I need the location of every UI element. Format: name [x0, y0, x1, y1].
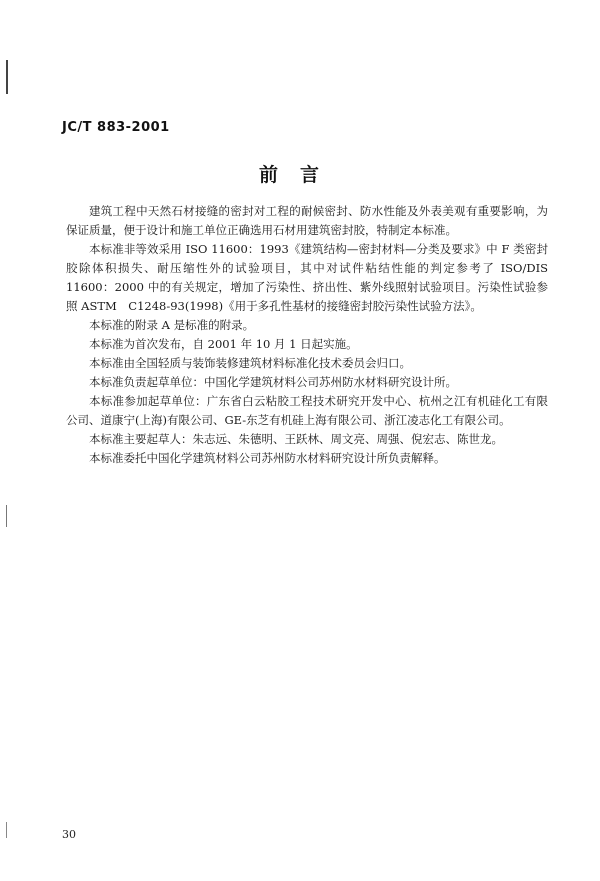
paragraph: 本标准非等效采用 ISO 11600：1993《建筑结构—密封材料—分类及要求》中 F 类密封胶除体积损失、耐压缩性外的试验项目，其中对试件粘结性能的判定参考了 ISO/DIS 11600：2000 中的有关规定，增加了污染性、挤出性、紫外线照射试验项目。污染性试验参照 ASTM C1248-93(1998)《用于多孔性基材的接缝密封胶污染性试验方法》。: [66, 242, 548, 313]
paragraph: 本标准参加起草单位：广东省白云粘胶工程技术研究开发中心、杭州之江有机硅化工有限公司、道康宁(上海)有限公司、GE-东芝有机硅上海有限公司、浙江凌志化工有限公司。: [66, 394, 548, 427]
paragraph: 本标准为首次发布，自 2001 年 10 月 1 日起实施。: [89, 337, 358, 351]
paragraph: 本标准负责起草单位：中国化学建筑材料公司苏州防水材料研究设计所。: [89, 375, 457, 389]
paragraph: 本标准委托中国化学建筑材料公司苏州防水材料研究设计所负责解释。: [89, 451, 446, 465]
scan-edge-mark: [6, 822, 7, 838]
scan-edge-mark: [6, 60, 8, 94]
page-number: 30: [62, 828, 76, 841]
scan-edge-mark: [6, 505, 7, 527]
standard-number: JC/T 883-2001: [62, 120, 170, 135]
page-title: 前言: [258, 164, 341, 186]
paragraph: 本标准由全国轻质与装饰装修建筑材料标准化技术委员会归口。: [89, 356, 411, 370]
paragraph: 建筑工程中天然石材接缝的密封对工程的耐候密封、防水性能及外表美观有重要影响，为保证质量，便于设计和施工单位正确选用石材用建筑密封胶，特制定本标准。: [66, 204, 548, 237]
paragraph: 本标准主要起草人：朱志远、朱德明、王跃林、周文亮、周强、倪宏志、陈世龙。: [89, 432, 503, 446]
paragraph: 本标准的附录 A 是标准的附录。: [89, 318, 255, 332]
foreword-body: [66, 202, 548, 468]
